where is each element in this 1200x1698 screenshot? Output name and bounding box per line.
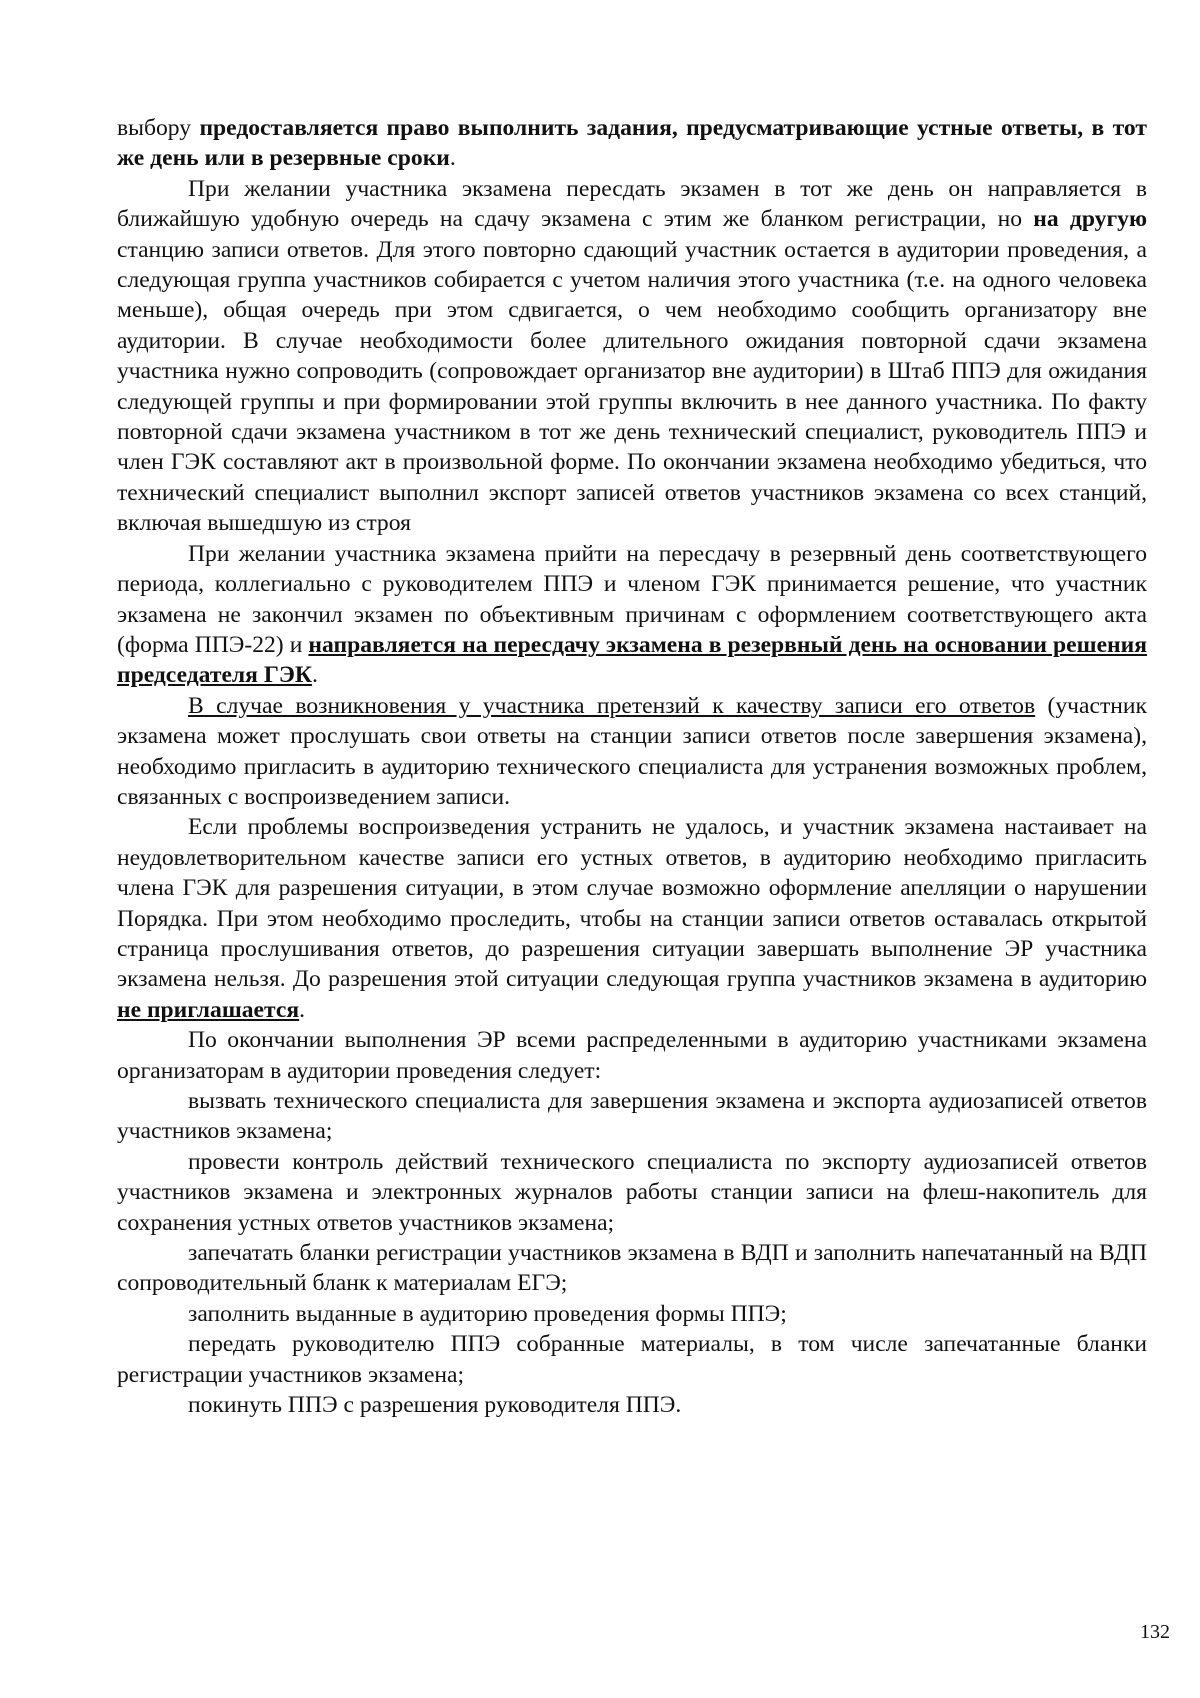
paragraph-5 <box>117 812 1147 1025</box>
paragraph-4 <box>117 691 1147 813</box>
list-item: запечатать бланки регистрации участников экзамена в ВДП и заполнить напечатанный на ВДП сопроводительный бланк к материалам ЕГЭ; <box>117 1240 1147 1297</box>
paragraph-5-end: . <box>299 996 306 1023</box>
paragraph-4-text: (участник экзамена может прослушать свои ответы на станции записи ответов после завершения экзамена), необходимо пригласить в аудиторию технического специалиста для устранения возможных проблем, связанных с воспроизведением записи. <box>117 692 1147 810</box>
paragraph-2-bold: на другую <box>1033 206 1147 233</box>
paragraph-2 <box>117 174 1147 539</box>
paragraph-3-bold-underlined: направляется на пересдачу экзамена в резервный день на основании решения председателя ГЭК <box>117 631 1147 689</box>
paragraph-1-text: выбору <box>117 115 200 141</box>
paragraph-5-bold-underlined: не приглашается <box>117 996 300 1023</box>
paragraph-1-bold: предоставляется право выполнить задания, предусматривающие устные ответы, в тот же день или в резервные сроки <box>117 115 1147 172</box>
paragraph-2-text: При желании участника экзамена пересдать экзамен в тот же день он направляется в ближайшую удобную очередь на сдачу экзамена с этим же бланком регистрации, но <box>117 175 1147 233</box>
paragraph-3 <box>117 539 1147 691</box>
paragraph-3-end: . <box>311 662 318 689</box>
paragraph-4-underlined: В случае возникновения у участника претензий к качеству записи его ответов <box>188 692 1036 719</box>
list-item: провести контроль действий технического специалиста по экспорту аудиозаписей ответов участников экзамена и электронных журналов работы станции записи на флеш-накопитель для сохранения устных ответов участников экзамена; <box>117 1148 1147 1236</box>
list-item: передать руководителю ППЭ собранные материалы, в том числе запечатанные бланки регистрации участников экзамена; <box>117 1331 1147 1388</box>
list-item: вызвать технического специалиста для завершения экзамена и экспорта аудиозаписей ответов участников экзамена; <box>117 1088 1147 1145</box>
page-number: 132 <box>1140 1621 1170 1643</box>
paragraph-1-end: . <box>449 145 456 172</box>
paragraph-2-end: станцию записи ответов. Для этого повторно сдающий участник остается в аудитории проведения, а следующая группа участников собирается с учетом наличия этого участника (т.е. на одного человека меньше), общая очередь при этом сдвигается, о чем необходимо сообщить организатору вне аудитории. В случае необходимости более длительного ожидания повторной сдачи экзамена участника нужно сопроводить (сопровождает организатор вне аудитории) в Штаб ППЭ для ожидания следующей группы и при формировании этой группы включить в нее данного участника. По факту повторной сдачи экзамена участником в тот же день технический специалист, руководитель ППЭ и член ГЭК составляют акт в произвольной форме. По окончании экзамена необходимо убедиться, что технический специалист выполнил экспорт записей ответов участников экзамена со всех станций, включая вышедшую из строя <box>117 236 1147 537</box>
list-item: заполнить выданные в аудиторию проведения формы ППЭ; <box>188 1300 787 1327</box>
paragraph-6: По окончании выполнения ЭР всеми распределенными в аудиторию участниками экзамена организаторам в аудитории проведения следует: <box>117 1027 1147 1084</box>
list-item: покинуть ППЭ с разрешения руководителя ППЭ. <box>188 1392 682 1419</box>
document-body <box>117 113 1147 1420</box>
paragraph-3-text: При желании участника экзамена прийти на пересдачу в резервный день соответствующего периода, коллегиально с руководителем ППЭ и членом ГЭК принимается решение, что участник экзамена не закончил экзамен по объективным причинам с оформлением соответствующего акта (форма ППЭ-22) и <box>117 540 1147 658</box>
paragraph-1 <box>117 113 1147 174</box>
paragraph-5-text: Если проблемы воспроизведения устранить не удалось, и участник экзамена настаивает на неудовлетворительном качестве записи его устных ответов, в аудиторию необходимо пригласить члена ГЭК для разрешения ситуации, в этом случае возможно оформление апелляции о нарушении Порядка. При этом необходимо проследить, чтобы на станции записи ответов оставалась открытой страница прослушивания ответов, до разрешения ситуации завершать выполнение ЭР участника экзамена нельзя. До разрешения этой ситуации следующая группа участников экзамена в аудиторию <box>117 814 1147 993</box>
